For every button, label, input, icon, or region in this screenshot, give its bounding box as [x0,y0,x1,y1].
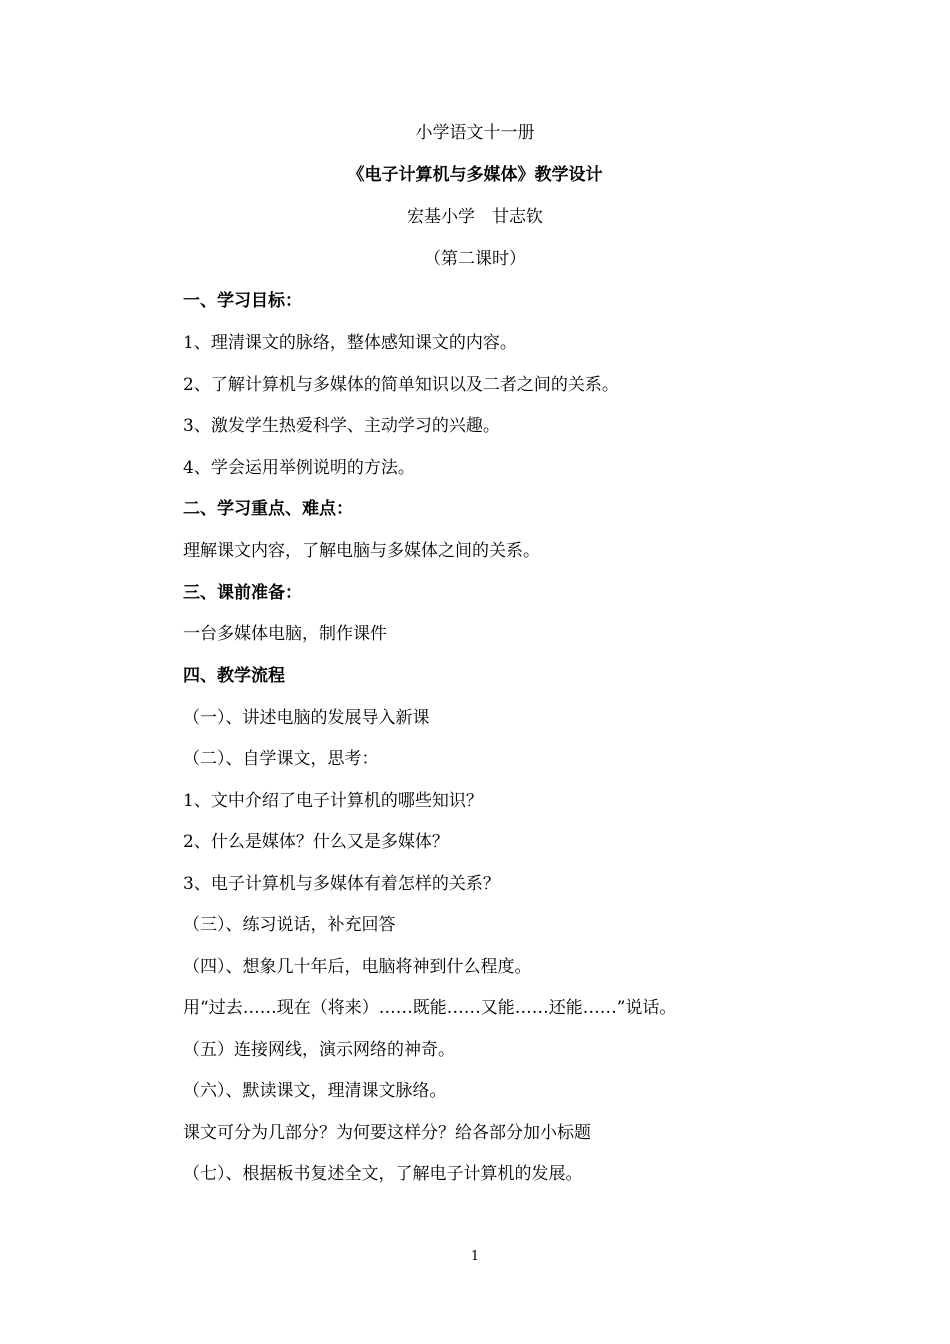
question-item: 1、文中介绍了电子计算机的哪些知识？ [183,791,483,811]
page-number: 1 [470,1249,480,1264]
question-text: 课文可分为几部分？为何要这样分？给各部分加小标题 [183,1123,591,1143]
section-heading-preparation: 三、课前准备： [183,583,302,603]
procedure-step: （五）连接网线，演示网络的神奇。 [183,1040,455,1060]
procedure-step: （三）、练习说话，补充回答 [183,915,396,935]
procedure-step: （一）、讲述电脑的发展导入新课 [183,708,430,728]
procedure-step: （七）、根据板书复述全文，了解电子计算机的发展。 [183,1164,583,1184]
procedure-step: （四）、想象几十年后，电脑将神到什么程度。 [183,957,532,977]
speaking-prompt: 用“过去……现在（将来）……既能……又能……还能……”说话。 [183,998,677,1018]
key-points-text: 理解课文内容，了解电脑与多媒体之间的关系。 [183,541,540,561]
question-item: 2、什么是媒体？什么又是多媒体？ [183,832,449,852]
procedure-step: （六）、默读课文，理清课文脉络。 [183,1081,447,1101]
section-heading-key-points: 二、学习重点、难点： [183,499,353,519]
author-line: 宏基小学 甘志钦 [407,207,543,227]
book-label: 小学语文十一册 [415,123,535,143]
document-title: 《电子计算机与多媒体》教学设计 [347,165,603,185]
question-item: 3、电子计算机与多媒体有着怎样的关系？ [183,874,500,894]
objective-item: 4、学会运用举例说明的方法。 [183,458,415,478]
lesson-period: （第二课时） [424,249,526,269]
procedure-step: （二）、自学课文，思考： [183,749,379,769]
section-heading-objectives: 一、学习目标： [183,291,302,311]
objective-item: 3、激发学生热爱科学、主动学习的兴趣。 [183,416,500,436]
objective-item: 2、了解计算机与多媒体的简单知识以及二者之间的关系。 [183,375,619,395]
objective-item: 1、理清课文的脉络，整体感知课文的内容。 [183,333,517,353]
preparation-text: 一台多媒体电脑，制作课件 [183,624,387,644]
section-heading-procedure: 四、教学流程 [183,666,285,686]
